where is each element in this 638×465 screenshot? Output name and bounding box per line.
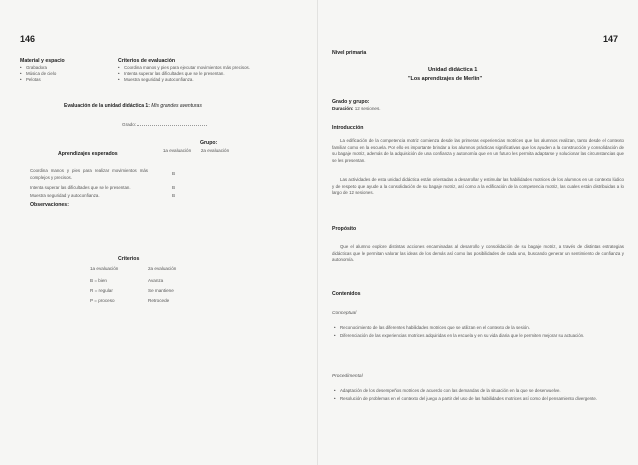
- list-item: • Adaptación de los desempeños motrices de acuerdo con las demandas de la situación en la que se desenvuelve.: [334, 388, 622, 394]
- list-item: • Grabadora: [20, 65, 100, 71]
- page-number: 146: [20, 34, 36, 44]
- grado-grupo-label: Grado y grupo:: [332, 99, 370, 105]
- material-list: [20, 65, 100, 84]
- table-cell: B: [172, 171, 176, 176]
- page-number: 147: [602, 34, 618, 44]
- ct-cell: R = regular: [90, 288, 113, 293]
- list-item: • Reconocimiento de las diferentes habilidades motrices que se utilizan en el contexto de la sesión.: [334, 325, 622, 331]
- ct-col1-header: 1a evaluación: [90, 266, 119, 271]
- contenidos-title: Contenidos: [332, 291, 361, 297]
- left-page: [0, 0, 318, 465]
- criterios-list: [118, 65, 268, 84]
- procedimental-label: Procedimental: [332, 374, 363, 379]
- ct-cell: Retrocede: [148, 298, 170, 303]
- observaciones-label: Observaciones:: [30, 202, 69, 208]
- intro-paragraph-2: Las actividades de esta unidad didáctica están orientadas a desarrollar y estimular las habilidades motrices de los alumnos en un contexto lúdico y de respeto que ayude a la consolidación de su bagaje motriz, así como a la edificación de la competencia motriz, las cuales están distribuidas a lo largo de 12 sesiones.: [332, 177, 624, 196]
- ct-cell: P = proceso: [90, 298, 115, 303]
- intro-title: Introducción: [332, 125, 364, 131]
- ct-cell: Se mantiene: [148, 288, 174, 293]
- conceptual-list: [334, 325, 622, 339]
- ct-col2-header: 2a evaluación: [148, 266, 177, 271]
- list-item: • Intenta superar las dificultades que se le presentan.: [118, 71, 268, 77]
- grupo-label: Grupo:: [200, 140, 218, 146]
- intro-paragraph-1: La edificación de la competencia motriz comienza desde las primeras experiencias motrices que los alumnos realizan, tanto desde el contexto familiar como en la escuela. Por ello es importante brindar a los alumnos prácticas significativas que los ayuden a la construcción y consolidación de su bagaje motriz, además de la adquisición de una confianza y autonomía que en un futuro les permita adaptarse y solucionar las circunstancias que se les presentan.: [332, 138, 624, 163]
- right-page: [320, 0, 638, 465]
- list-item: • Diferenciación de las experiencias motrices adquiridas en la escuela y en su vida diaria que le permiten mejorar su actuación.: [334, 333, 622, 339]
- material-title: Material y espacio: [20, 58, 65, 64]
- list-item: • Música de cielo: [20, 71, 100, 77]
- grado-label: Grado:: [122, 122, 207, 128]
- proposito-title: Propósito: [332, 226, 357, 232]
- list-item: • Coordina manos y pies para ejecutar movimientos más precisos.: [118, 65, 268, 71]
- criterios-table-title: Criterios: [118, 256, 140, 262]
- criterios-title: Criterios de evaluación: [118, 58, 176, 64]
- list-item: • Resolución de problemas en el contexto del juego a partir del uso de las habilidades motrices así como del pensamiento divergente.: [334, 396, 622, 402]
- procedimental-list: [334, 388, 622, 402]
- aprendizajes-header: Aprendizajes esperados: [58, 151, 118, 157]
- table-row-text: Intenta superar las dificultades que se le presentan.: [30, 185, 131, 190]
- duracion: Duración: 12 sesiones.: [332, 106, 381, 111]
- table-cell: B: [172, 193, 176, 198]
- nivel-title: Nivel primaria: [332, 50, 367, 56]
- ct-cell: B = bien: [90, 278, 107, 283]
- ct-cell: Avanza: [148, 278, 164, 283]
- table-cell: B: [172, 185, 176, 190]
- col2-header: 2a evaluación: [200, 148, 230, 153]
- proposito-paragraph: Que el alumno explore distintas acciones encaminadas al desarrollo y consolidación de su bagaje motriz, a través de distintas estrategias didácticas que le permitan valorar las ideas de los demás así como las posibilidades de cada uno, buscando generar un sentimiento de confianza y autonomía.: [332, 244, 624, 263]
- conceptual-label: Conceptual: [332, 311, 357, 316]
- unidad-title: Unidad didáctica 1: [428, 67, 478, 73]
- list-item: • Muestra seguridad y autoconfianza.: [118, 77, 268, 83]
- table-row-text: Coordina manos y pies para realizar movimientos más complejos y precisos.: [30, 168, 148, 180]
- evaluation-title: Evaluación de la unidad didáctica 1: Mis grandes aventuras: [64, 103, 202, 109]
- table-row-text: Muestra seguridad y autoconfianza.: [30, 193, 100, 198]
- list-item: • Pelotas: [20, 77, 100, 83]
- unidad-subtitle: "Los aprendizajes de Merlín": [408, 76, 483, 82]
- col1-header: 1a evaluación: [162, 148, 192, 153]
